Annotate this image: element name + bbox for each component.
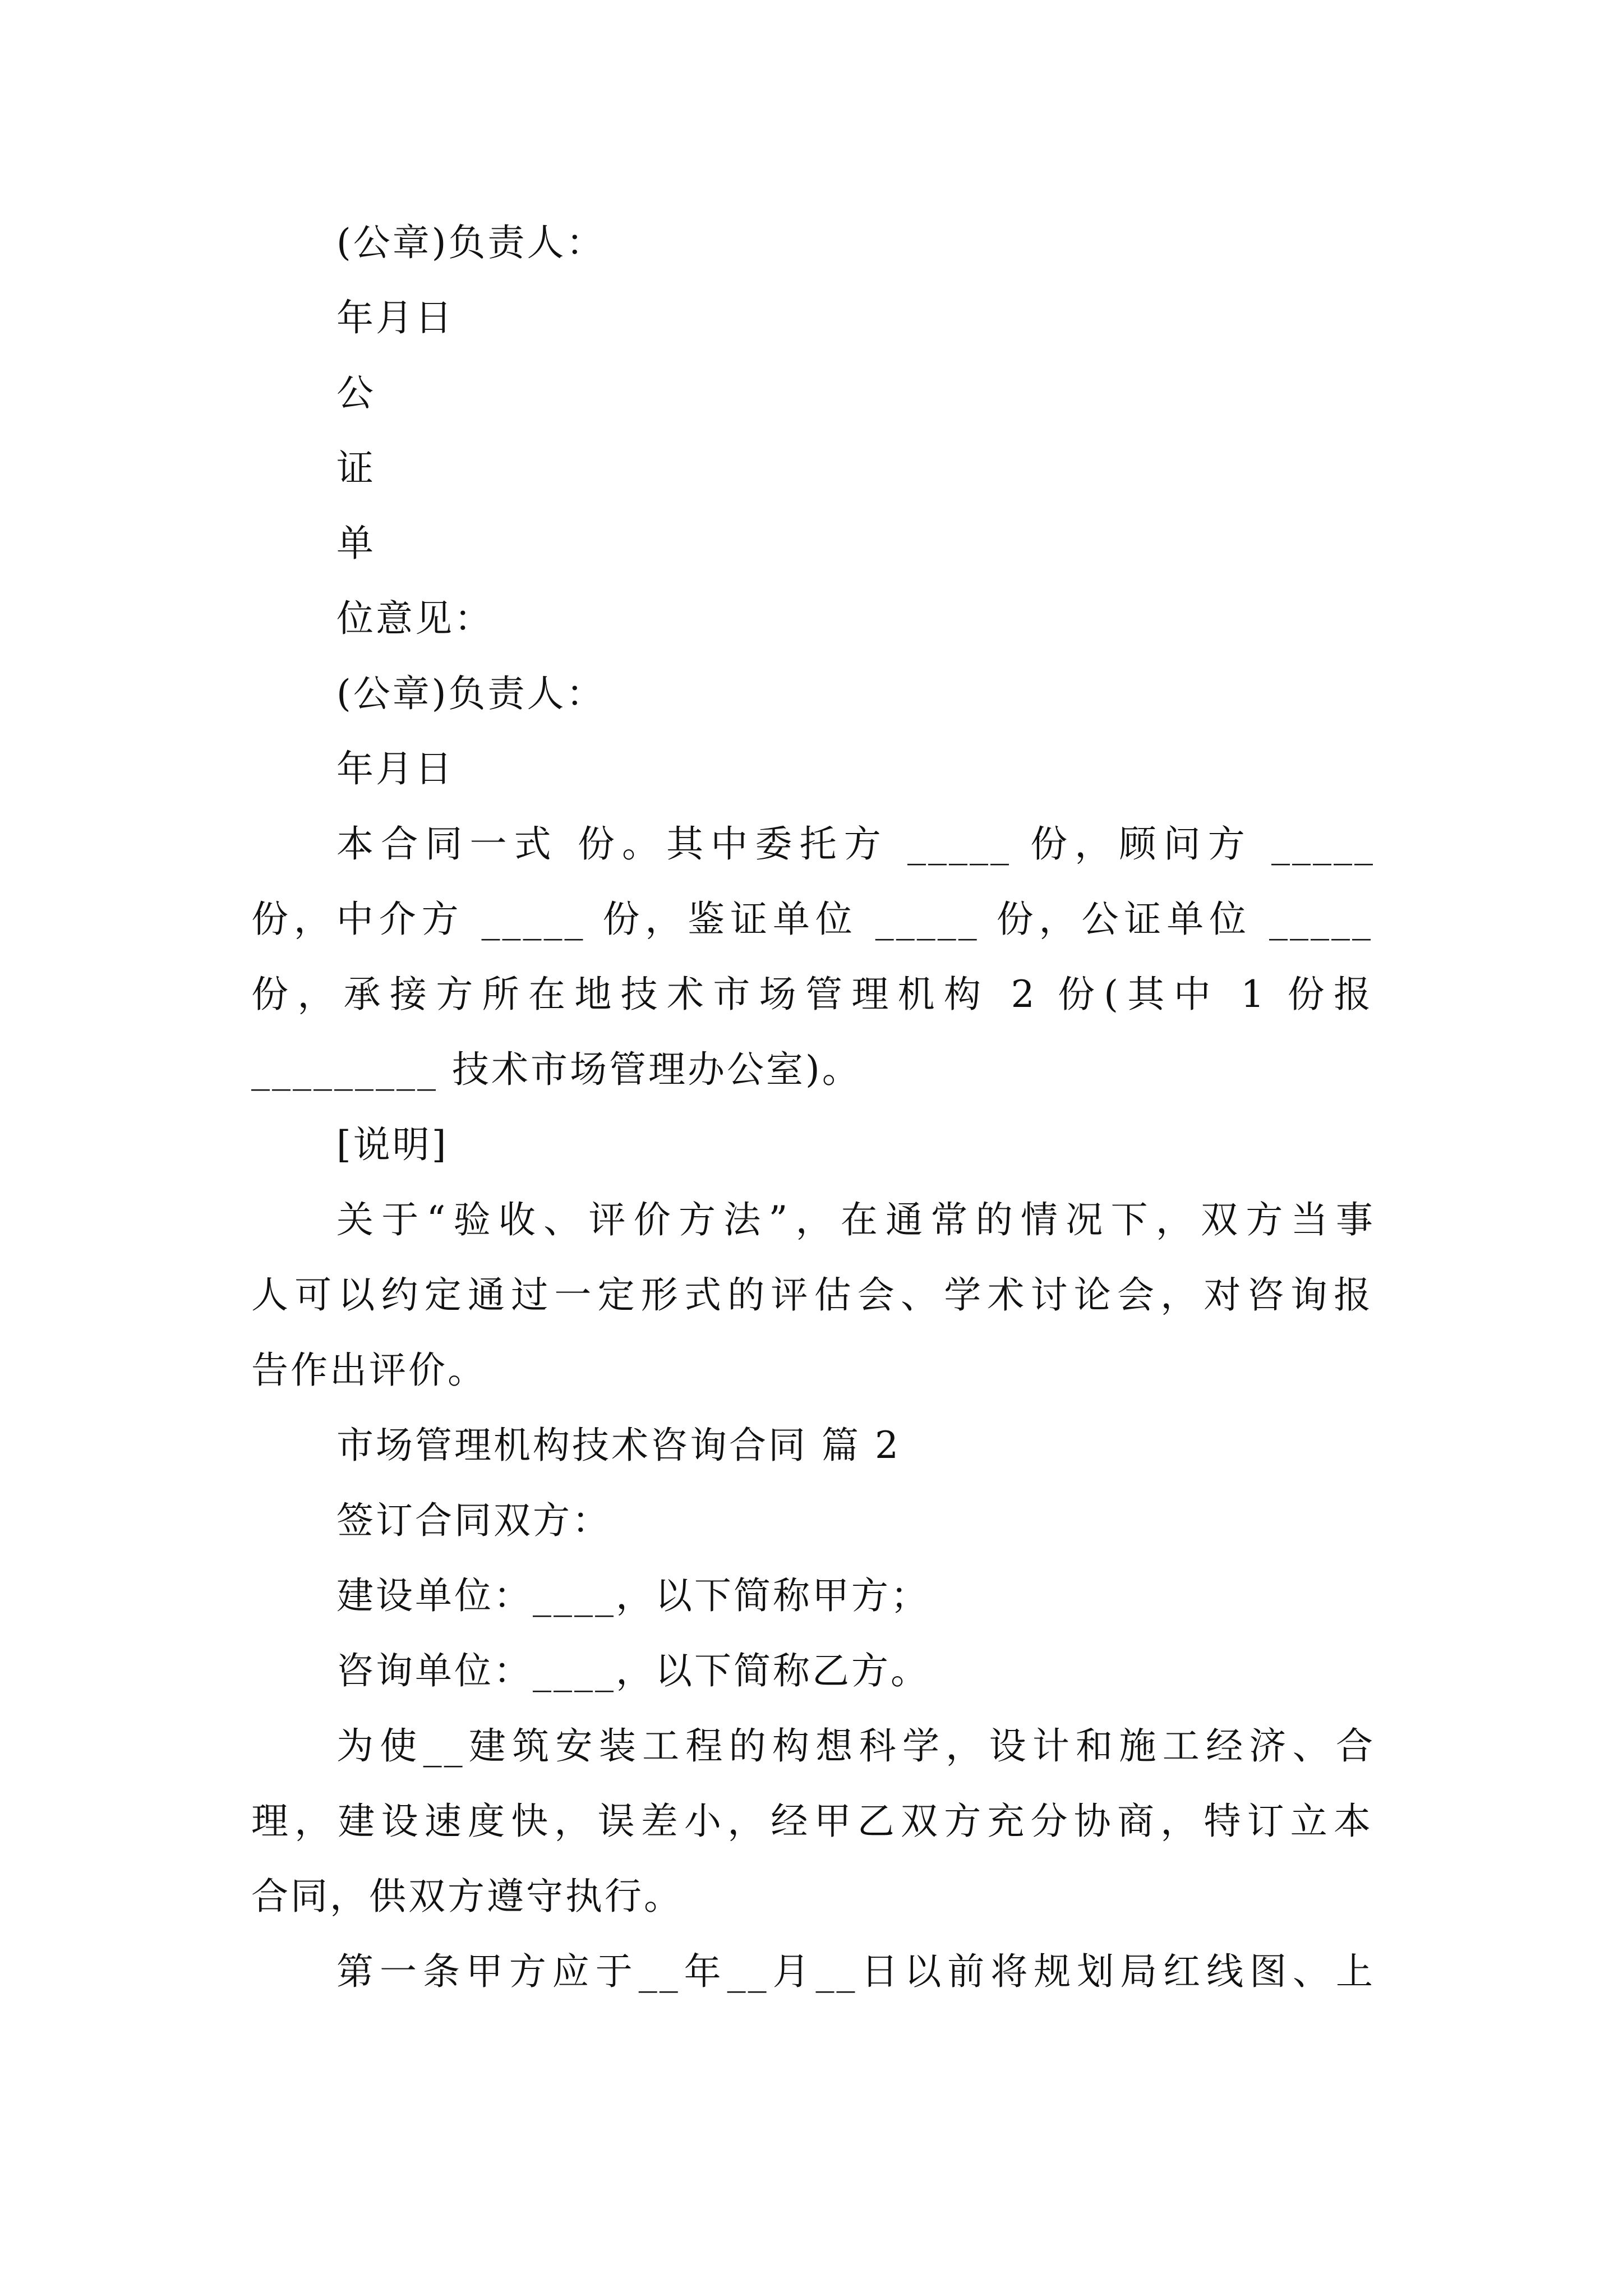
note-paragraph-line: 人可以约定通过一定形式的评估会、学术讨论会，对咨询报	[251, 1273, 1373, 1317]
note-paragraph-line: 关于“验收、评价方法”，在通常的情况下，双方当事	[336, 1198, 1375, 1241]
copies-paragraph-line: 本合同一式 份。其中委托方 _____ 份，顾问方 _____	[336, 822, 1375, 866]
date-line: 年月日	[336, 747, 454, 790]
purpose-paragraph-line: 理，建设速度快，误差小，经甲乙双方充分协商，特订立本	[251, 1800, 1373, 1843]
seal-signatory-line: (公章)负责人：	[336, 672, 606, 715]
parties-heading: 签订合同双方：	[336, 1499, 611, 1542]
section-title: 市场管理机构技术咨询合同 篇 2	[336, 1424, 901, 1467]
vertical-char-line: 证	[336, 447, 376, 490]
party-a-line: 建设单位：____，以下简称甲方；	[336, 1574, 930, 1617]
copies-paragraph-line: _________ 技术市场管理办公室)。	[251, 1048, 861, 1091]
notary-opinion-line: 位意见：	[336, 597, 494, 640]
note-paragraph-line: 告作出评价。	[251, 1349, 487, 1392]
purpose-paragraph-line: 合同，供双方遵守执行。	[251, 1875, 683, 1918]
copies-paragraph-line: 份，承接方所在地技术市场管理机构 2 份(其中 1 份报	[251, 973, 1373, 1016]
seal-signatory-line: (公章)负责人：	[336, 221, 606, 264]
vertical-char-line: 单	[336, 522, 376, 565]
purpose-paragraph-line: 为使__建筑安装工程的构想科学，设计和施工经济、合	[336, 1724, 1375, 1768]
copies-paragraph-line: 份，中介方 _____ 份，鉴证单位 _____ 份，公证单位 _____	[251, 898, 1373, 941]
party-b-line: 咨询单位：____，以下简称乙方。	[336, 1649, 930, 1692]
article-one-line: 第一条甲方应于__年__月__日以前将规划局红线图、上	[336, 1950, 1375, 1993]
date-line: 年月日	[336, 296, 454, 339]
note-heading: [说明]	[336, 1123, 449, 1166]
vertical-char-line: 公	[336, 371, 376, 415]
